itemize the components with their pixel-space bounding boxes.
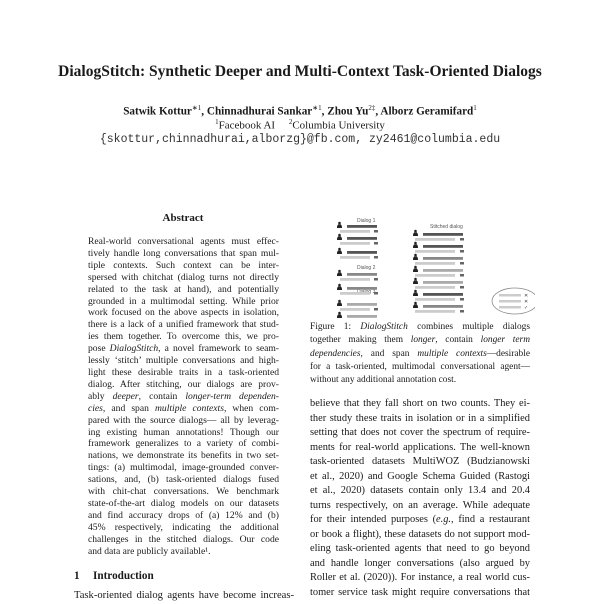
text-run: and handle longer conversations (also argued by: [310, 557, 530, 569]
dialog-turn-bar: [340, 256, 370, 259]
text-run: et al., 2020) datasets contain only 13.4 and 20.4: [310, 485, 530, 496]
dialog-turn-bar: [415, 274, 455, 277]
text-run: tively handle long conversations that span mul-: [88, 247, 279, 259]
text-line: [88, 355, 279, 367]
text-line: [310, 441, 530, 456]
introduction-body: [74, 589, 294, 604]
text-run: ther study these traits in isolation or in a simplified: [310, 412, 530, 424]
emphasis-text: deeper: [112, 390, 139, 402]
text-line: [310, 348, 530, 361]
dialog-turn-bar: [340, 292, 370, 295]
abstract-heading: Abstract: [162, 212, 204, 224]
dialog-turn-bar: [423, 257, 463, 260]
dialog-turn-bar: [423, 245, 463, 248]
bot-icon: [374, 292, 378, 295]
text-run: challenges in the stitched dialogs. Our code: [88, 533, 279, 545]
emphasis-text: longer-term dependen-: [185, 390, 279, 402]
text-run: together making them: [310, 335, 411, 346]
user-icon: [413, 230, 418, 236]
text-line: [310, 455, 530, 470]
text-run: or book a flight), these datasets do not support mod-: [310, 528, 530, 540]
text-run: dialog. After stitching, our dialogs are prov-: [88, 378, 279, 390]
bot-icon: [460, 262, 464, 265]
text-line: [310, 361, 530, 374]
user-icon: [413, 290, 418, 296]
emphasis-text: dependencies: [310, 348, 361, 359]
text-line: [88, 319, 279, 331]
text-line: [88, 343, 279, 355]
dialog-turn-bar: [415, 286, 455, 289]
affiliation: Columbia University: [292, 119, 385, 132]
text-run: , contain: [138, 390, 186, 402]
dialog-turn-bar: [347, 303, 377, 306]
text-line: [88, 510, 279, 522]
text-line: [310, 334, 530, 347]
user-icon: [413, 242, 418, 248]
dialog-turn-bar: [423, 233, 463, 236]
figure-label: Dialog 1: [357, 218, 376, 224]
author: Satwik Kottur: [123, 105, 192, 118]
text-line: [310, 542, 530, 557]
paper-title: DialogStitch: Synthetic Deeper and Multi-Context Task-Oriented Dialogs: [58, 63, 542, 80]
user-icon: [337, 284, 342, 290]
text-run: for a task-oriented, multimodal conversational agent—: [310, 361, 530, 372]
text-run: pose: [88, 343, 110, 355]
author-emails: {skottur,chinnadhurai,alborzg}@fb.com, zy2461@columbia.edu: [99, 133, 501, 146]
affil-mark: 2: [288, 118, 293, 126]
dialog-turn-bar: [415, 238, 455, 241]
text-run: tomer service task might require conversations that: [310, 586, 530, 598]
text-line: [88, 498, 279, 510]
section-number: 1: [74, 570, 80, 582]
text-run: —desirable: [486, 348, 530, 359]
text-line: [310, 321, 530, 334]
dialog-turn-bar: [347, 273, 377, 276]
emphasis-text: longer term: [480, 335, 530, 346]
user-icon: [413, 254, 418, 260]
emphasis-text: cies: [88, 402, 103, 414]
text-line: [310, 571, 530, 586]
text-run: state-of-the-art dialog models on our datasets: [88, 497, 279, 509]
affil-mark: 1: [215, 118, 219, 126]
abstract-body: [88, 236, 279, 557]
emphasis-text: multiple contexts: [154, 402, 224, 414]
text-run: nations, we demonstrate its benefits in two set-: [88, 450, 279, 462]
text-line: [310, 513, 530, 528]
figure-1-diagram: [335, 218, 535, 318]
dialog-turn-bar: [340, 242, 370, 245]
text-run: setting that does not cover the spectrum of require-: [310, 427, 530, 438]
figure-label: Stitched dialog: [430, 224, 463, 230]
author-list: Satwik Kottur$^{∗1}$, Chinnadhurai Sankar$^{∗1}$, Zhou $Yu^{2\ddagger}$, Alborz Geramifard$^1$: [123, 104, 477, 118]
text-run: framework generalizes to a variety of combi-: [88, 438, 279, 450]
text-run: , when com-: [223, 402, 279, 414]
text-run: spersed with chitchat (dialog turns not directly: [88, 271, 279, 283]
check-icon: ✓: [524, 306, 529, 311]
text-run: , and span: [102, 402, 155, 414]
text-run: task-oriented datasets MultiWOZ (Budzianowski: [310, 456, 530, 467]
text-run: lessly ‘stitch’ multiple conversations and high-: [88, 355, 279, 367]
user-icon: [337, 222, 342, 228]
speech-bubble: [492, 288, 535, 314]
dialog-turn-bar: [347, 237, 377, 240]
text-run: , find a restaurant: [451, 514, 530, 525]
text-run: Figure 1:: [310, 322, 361, 332]
dialog-turn-bar: [415, 310, 455, 313]
section-title: Introduction: [93, 570, 154, 582]
bot-icon: [460, 298, 464, 301]
text-line: [88, 462, 279, 474]
text-line: [88, 391, 279, 403]
text-run: sations, and, (b) task-oriented dialogs fused: [88, 474, 279, 486]
text-run: ies them together. To overcome this, we pro-: [88, 331, 279, 343]
bot-icon: [374, 256, 378, 259]
author: Zhou Yu: [327, 105, 369, 118]
text-line: [310, 412, 530, 427]
bot-icon: [460, 310, 464, 313]
text-line: [88, 427, 279, 439]
text-run: light these desirable traits in a task-oriented: [88, 366, 279, 378]
author-mark: 2‡: [368, 104, 376, 112]
text-run: and data are publicly available¹.: [88, 545, 211, 557]
emphasis-text: multiple contexts: [417, 348, 487, 359]
text-run: pared with the source dialogs— all by leverag-: [88, 414, 279, 426]
emphasis-text: e.g.: [436, 514, 452, 525]
text-run: tiple contexts. Such context can be inter-: [88, 259, 279, 271]
dialog-turn-bar: [340, 308, 370, 311]
text-run: combines multiple dialogs: [407, 322, 530, 332]
text-line: [88, 260, 279, 272]
text-run: , a novel framework to seam-: [158, 343, 280, 355]
text-line: [88, 367, 279, 379]
cross-icon: ✕: [524, 300, 529, 305]
bot-icon: [374, 278, 378, 281]
text-line: [88, 236, 279, 248]
text-run: et al., 2020) and Google Schema Guided (Rastogi: [310, 470, 530, 482]
dialog-turn-bar: [340, 230, 370, 233]
dialog-turn-bar: [347, 315, 377, 318]
text-line: [88, 415, 279, 427]
text-run: believe that they fall short on two counts. They ei-: [310, 398, 530, 409]
text-line: [310, 586, 530, 601]
text-run: Roller et al. (2020)). For instance, a real world cus-: [310, 572, 530, 583]
dialog-turn-bar: [347, 251, 377, 254]
text-line: [310, 374, 530, 387]
author: Alborz Geramifard: [380, 105, 474, 118]
affiliation: Facebook AI: [218, 119, 276, 132]
dialog-turn-bar: [415, 298, 455, 301]
text-line: [88, 284, 279, 296]
user-icon: [337, 270, 342, 276]
text-run: Task-oriented dialog agents have become increas-: [74, 590, 294, 601]
text-run: for their intended purposes (: [310, 514, 437, 525]
text-line: [310, 528, 530, 543]
text-line: [88, 474, 279, 486]
bot-icon: [460, 238, 464, 241]
figure-caption: [310, 321, 530, 387]
text-run: related to the task at hand), and potentially: [88, 283, 279, 295]
text-run: eling task-oriented agents that need to go beyond: [310, 543, 530, 554]
dialog-turn-bar: [423, 269, 463, 272]
user-icon: [337, 248, 342, 254]
body-text-right: [310, 397, 530, 600]
cross-icon: ✕: [524, 294, 529, 299]
text-line: [88, 546, 279, 558]
affiliations: [0, 118, 600, 132]
text-line: [88, 450, 279, 462]
section-heading-introduction: [74, 570, 154, 582]
bot-icon: [374, 308, 378, 311]
user-icon: [337, 312, 342, 318]
text-run: , contain: [435, 335, 481, 346]
text-run: ing existing human annotations! Though our: [88, 426, 279, 438]
text-line: [88, 379, 279, 391]
author-mark: ∗1: [191, 104, 202, 112]
text-line: [74, 589, 294, 604]
text-line: [88, 403, 279, 415]
text-line: [88, 307, 279, 319]
text-run: there is a lack of a unified framework that stud-: [88, 319, 279, 331]
user-icon: [337, 300, 342, 306]
text-line: [310, 426, 530, 441]
bot-icon: [374, 242, 378, 245]
bot-icon: [460, 286, 464, 289]
text-line: [88, 522, 279, 534]
text-line: [88, 248, 279, 260]
text-run: without any additional annotation cost.: [310, 375, 457, 386]
dialog-turn-bar: [423, 305, 463, 308]
text-run: grounded in a multimodal setting. While prior: [88, 295, 279, 307]
text-line: [88, 331, 279, 343]
text-run: turns respectively, on an average. While adequate: [310, 499, 530, 511]
text-run: Real-world conversational agents must effec-: [88, 236, 279, 247]
bot-icon: [460, 250, 464, 253]
text-line: [310, 557, 530, 572]
dialog-turn-bar: [423, 281, 463, 284]
author-mark: ∗1: [312, 104, 322, 112]
text-line: [88, 486, 279, 498]
text-run: ments for real-world applications. The well-known: [310, 441, 530, 453]
text-run: 45% respectively, indicating the additional: [88, 521, 279, 533]
text-run: and find accuracy drops of (a) 12% and (b): [88, 509, 279, 521]
dialog-turn-bar: [347, 225, 377, 228]
emphasis-text: longer: [410, 335, 436, 346]
dialog-turn-bar: [415, 262, 455, 265]
text-run: with chit-chat conversations. We benchmark: [88, 486, 279, 498]
text-line: [88, 438, 279, 450]
text-line: [88, 272, 279, 284]
figure-label: Dialog 2: [357, 265, 376, 271]
figure-label: 3: [372, 289, 376, 295]
emphasis-text: DialogStitch: [109, 343, 159, 355]
dialog-turn-bar: [347, 287, 377, 290]
dialog-turn-bar: [415, 250, 455, 253]
text-run: tings: (a) multimodal, image-grounded conver-: [88, 462, 279, 474]
author: Chinnadhurai Sankar: [206, 105, 313, 118]
user-icon: [413, 302, 418, 308]
dialog-turn-bar: [340, 278, 370, 281]
bot-icon: [460, 274, 464, 277]
emphasis-text: DialogStitch: [360, 322, 408, 332]
user-icon: [337, 234, 342, 240]
text-line: [310, 484, 530, 499]
text-run: , and span: [360, 348, 418, 359]
text-line: [88, 534, 279, 546]
text-run: work focused on the above aspects in isolation,: [88, 307, 279, 319]
text-run: ably: [88, 390, 113, 402]
text-line: [310, 499, 530, 514]
text-line: [310, 397, 530, 412]
dialog-turn-bar: [423, 293, 463, 296]
text-line: [88, 296, 279, 308]
author-mark: 1: [473, 104, 477, 112]
text-line: [310, 470, 530, 485]
user-icon: [413, 266, 418, 272]
bot-icon: [374, 230, 378, 233]
user-icon: [413, 278, 418, 284]
